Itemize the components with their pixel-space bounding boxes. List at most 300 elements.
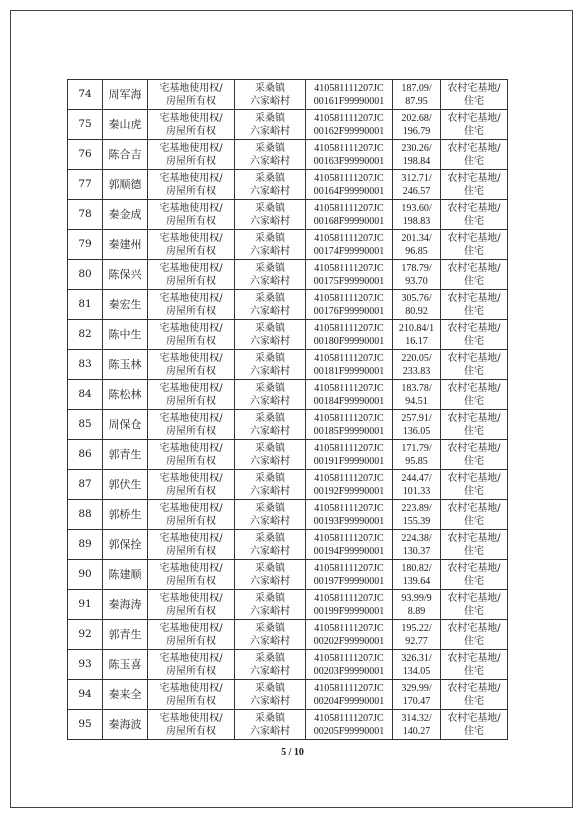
- location-cell-line: 采桑镇: [255, 562, 285, 574]
- table-row: [68, 410, 508, 440]
- area-cell-line: 180.82/: [401, 562, 432, 574]
- owner-name-cell: 秦海涛: [103, 590, 148, 620]
- location-cell-line: 采桑镇: [255, 262, 285, 274]
- owner-name-cell: 秦建州: [103, 230, 148, 260]
- right-type-cell-line: 宅基地使用权/: [159, 202, 223, 214]
- area-cell-line: 210.84/1: [398, 322, 435, 334]
- location-cell: [235, 170, 306, 200]
- unit-code-cell-line: 00204F99990001: [313, 695, 385, 707]
- location-cell-line: 六家峪村: [250, 305, 290, 317]
- land-use-cell: [441, 140, 508, 170]
- location-cell-line: 采桑镇: [255, 592, 285, 604]
- unit-code-cell-line: 410581111207JC: [314, 172, 384, 184]
- right-type-cell: [148, 200, 235, 230]
- land-use-cell-line: 农村宅基地/: [447, 82, 501, 94]
- unit-code-cell-line: 410581111207JC: [314, 292, 384, 304]
- unit-code-cell-line: 00176F99990001: [313, 305, 385, 317]
- unit-code-cell-line: 410581111207JC: [314, 142, 384, 154]
- row-number-cell: 79: [68, 230, 103, 260]
- right-type-cell-line: 宅基地使用权/: [159, 82, 223, 94]
- right-type-cell: [148, 530, 235, 560]
- location-cell-line: 六家峪村: [250, 425, 290, 437]
- right-type-cell-line: 房屋所有权: [166, 395, 216, 407]
- location-cell: [235, 260, 306, 290]
- unit-code-cell: [306, 80, 393, 110]
- right-type-cell-line: 宅基地使用权/: [159, 262, 223, 274]
- land-use-cell: [441, 590, 508, 620]
- area-cell-line: 136.05: [402, 425, 431, 437]
- right-type-cell-line: 宅基地使用权/: [159, 412, 223, 424]
- right-type-cell-line: 房屋所有权: [166, 485, 216, 497]
- unit-code-cell-line: 00193F99990001: [313, 515, 385, 527]
- table-row: [68, 80, 508, 110]
- land-use-cell-line: 住宅: [464, 575, 484, 587]
- owner-name-cell: 陈玉喜: [103, 650, 148, 680]
- location-cell: [235, 380, 306, 410]
- area-cell-line: 329.99/: [401, 682, 432, 694]
- unit-code-cell-line: 410581111207JC: [314, 82, 384, 94]
- land-use-cell-line: 农村宅基地/: [447, 652, 501, 664]
- area-cell-line: 171.79/: [401, 442, 432, 454]
- right-type-cell-line: 房屋所有权: [166, 125, 216, 137]
- owner-name-cell: 郭桥生: [103, 500, 148, 530]
- area-cell-line: 130.37: [402, 545, 431, 557]
- right-type-cell-line: 房屋所有权: [166, 545, 216, 557]
- unit-code-cell-line: 00192F99990001: [313, 485, 385, 497]
- land-use-cell-line: 住宅: [464, 695, 484, 707]
- land-use-cell-line: 住宅: [464, 365, 484, 377]
- right-type-cell-line: 房屋所有权: [166, 635, 216, 647]
- right-type-cell-line: 房屋所有权: [166, 365, 216, 377]
- right-type-cell-line: 宅基地使用权/: [159, 112, 223, 124]
- land-use-cell: [441, 560, 508, 590]
- land-use-cell-line: 住宅: [464, 125, 484, 137]
- unit-code-cell-line: 00175F99990001: [313, 275, 385, 287]
- unit-code-cell: [306, 290, 393, 320]
- row-number-cell: 90: [68, 560, 103, 590]
- location-cell-line: 六家峪村: [250, 515, 290, 527]
- land-use-cell-line: 农村宅基地/: [447, 202, 501, 214]
- right-type-cell-line: 宅基地使用权/: [159, 472, 223, 484]
- table-row: [68, 260, 508, 290]
- right-type-cell: [148, 440, 235, 470]
- unit-code-cell-line: 00180F99990001: [313, 335, 385, 347]
- location-cell-line: 六家峪村: [250, 575, 290, 587]
- unit-code-cell: [306, 440, 393, 470]
- table-row: [68, 440, 508, 470]
- row-number-cell: 87: [68, 470, 103, 500]
- land-use-cell-line: 住宅: [464, 545, 484, 557]
- area-cell: [393, 710, 441, 740]
- unit-code-cell: [306, 410, 393, 440]
- area-cell-line: 134.05: [402, 665, 431, 677]
- right-type-cell: [148, 500, 235, 530]
- right-type-cell-line: 宅基地使用权/: [159, 592, 223, 604]
- table-row: [68, 590, 508, 620]
- owner-name-cell: 秦来全: [103, 680, 148, 710]
- unit-code-cell-line: 410581111207JC: [314, 682, 384, 694]
- area-cell: [393, 500, 441, 530]
- owner-name-cell: 陈松林: [103, 380, 148, 410]
- land-use-cell: [441, 470, 508, 500]
- location-cell: [235, 500, 306, 530]
- table-row: [68, 110, 508, 140]
- unit-code-cell: [306, 470, 393, 500]
- location-cell: [235, 650, 306, 680]
- right-type-cell: [148, 230, 235, 260]
- area-cell-line: 195.22/: [401, 622, 432, 634]
- row-number-cell: 94: [68, 680, 103, 710]
- right-type-cell-line: 宅基地使用权/: [159, 232, 223, 244]
- land-use-cell: [441, 500, 508, 530]
- unit-code-cell-line: 00181F99990001: [313, 365, 385, 377]
- location-cell-line: 采桑镇: [255, 652, 285, 664]
- owner-name-cell: 郭青生: [103, 440, 148, 470]
- location-cell: [235, 590, 306, 620]
- land-use-cell-line: 住宅: [464, 635, 484, 647]
- land-use-cell-line: 住宅: [464, 395, 484, 407]
- location-cell: [235, 710, 306, 740]
- row-number-cell: 95: [68, 710, 103, 740]
- area-cell: [393, 650, 441, 680]
- land-use-cell: [441, 260, 508, 290]
- location-cell: [235, 80, 306, 110]
- land-use-cell-line: 住宅: [464, 215, 484, 227]
- area-cell-line: 224.38/: [401, 532, 432, 544]
- location-cell-line: 六家峪村: [250, 245, 290, 257]
- unit-code-cell-line: 00184F99990001: [313, 395, 385, 407]
- area-cell: [393, 140, 441, 170]
- unit-code-cell: [306, 620, 393, 650]
- location-cell: [235, 200, 306, 230]
- area-cell: [393, 110, 441, 140]
- location-cell-line: 采桑镇: [255, 202, 285, 214]
- area-cell-line: 94.51: [405, 395, 428, 407]
- unit-code-cell-line: 410581111207JC: [314, 202, 384, 214]
- area-cell-line: 183.78/: [401, 382, 432, 394]
- owner-name-cell: 陈建顺: [103, 560, 148, 590]
- unit-code-cell-line: 410581111207JC: [314, 712, 384, 724]
- owner-name-cell: 郭保拴: [103, 530, 148, 560]
- location-cell-line: 六家峪村: [250, 635, 290, 647]
- location-cell: [235, 320, 306, 350]
- unit-code-cell-line: 410581111207JC: [314, 322, 384, 334]
- location-cell-line: 六家峪村: [250, 455, 290, 467]
- area-cell-line: 223.89/: [401, 502, 432, 514]
- row-number-cell: 77: [68, 170, 103, 200]
- unit-code-cell-line: 410581111207JC: [314, 472, 384, 484]
- right-type-cell-line: 宅基地使用权/: [159, 352, 223, 364]
- right-type-cell: [148, 350, 235, 380]
- unit-code-cell-line: 410581111207JC: [314, 442, 384, 454]
- unit-code-cell-line: 410581111207JC: [314, 532, 384, 544]
- land-use-cell-line: 住宅: [464, 605, 484, 617]
- unit-code-cell-line: 00168F99990001: [313, 215, 385, 227]
- unit-code-cell-line: 410581111207JC: [314, 592, 384, 604]
- right-type-cell-line: 宅基地使用权/: [159, 712, 223, 724]
- land-use-cell-line: 住宅: [464, 305, 484, 317]
- owner-name-cell: 秦海波: [103, 710, 148, 740]
- area-cell: [393, 530, 441, 560]
- location-cell: [235, 110, 306, 140]
- area-cell-line: 220.05/: [401, 352, 432, 364]
- location-cell: [235, 440, 306, 470]
- right-type-cell: [148, 290, 235, 320]
- right-type-cell-line: 宅基地使用权/: [159, 682, 223, 694]
- land-use-cell-line: 住宅: [464, 95, 484, 107]
- unit-code-cell-line: 410581111207JC: [314, 232, 384, 244]
- right-type-cell-line: 宅基地使用权/: [159, 142, 223, 154]
- row-number-cell: 85: [68, 410, 103, 440]
- area-cell-line: 92.77: [405, 635, 428, 647]
- location-cell-line: 六家峪村: [250, 725, 290, 737]
- row-number-cell: 91: [68, 590, 103, 620]
- right-type-cell-line: 房屋所有权: [166, 155, 216, 167]
- unit-code-cell: [306, 560, 393, 590]
- table-row: [68, 350, 508, 380]
- location-cell-line: 采桑镇: [255, 712, 285, 724]
- table-row: [68, 530, 508, 560]
- unit-code-cell-line: 410581111207JC: [314, 622, 384, 634]
- land-use-cell-line: 住宅: [464, 275, 484, 287]
- location-cell-line: 六家峪村: [250, 545, 290, 557]
- area-cell-line: 198.84: [402, 155, 431, 167]
- area-cell-line: 170.47: [402, 695, 431, 707]
- land-use-cell-line: 农村宅基地/: [447, 412, 501, 424]
- area-cell-line: 101.33: [402, 485, 431, 497]
- owner-name-cell: 陈保兴: [103, 260, 148, 290]
- unit-code-cell-line: 410581111207JC: [314, 112, 384, 124]
- land-use-cell-line: 农村宅基地/: [447, 112, 501, 124]
- land-use-cell: [441, 110, 508, 140]
- land-use-cell: [441, 170, 508, 200]
- location-cell: [235, 290, 306, 320]
- location-cell: [235, 530, 306, 560]
- table-row: [68, 170, 508, 200]
- location-cell: [235, 350, 306, 380]
- area-cell-line: 95.85: [405, 455, 428, 467]
- unit-code-cell: [306, 350, 393, 380]
- right-type-cell: [148, 110, 235, 140]
- owner-name-cell: 陈玉林: [103, 350, 148, 380]
- land-use-cell-line: 农村宅基地/: [447, 262, 501, 274]
- right-type-cell-line: 宅基地使用权/: [159, 172, 223, 184]
- land-use-cell: [441, 350, 508, 380]
- land-use-cell-line: 农村宅基地/: [447, 682, 501, 694]
- location-cell-line: 六家峪村: [250, 395, 290, 407]
- area-cell-line: 187.09/: [401, 82, 432, 94]
- land-use-cell-line: 农村宅基地/: [447, 502, 501, 514]
- land-use-cell: [441, 440, 508, 470]
- row-number-cell: 84: [68, 380, 103, 410]
- unit-code-cell: [306, 590, 393, 620]
- table-row: [68, 500, 508, 530]
- unit-code-cell-line: 00194F99990001: [313, 545, 385, 557]
- owner-name-cell: 秦宏生: [103, 290, 148, 320]
- area-cell-line: 155.39: [402, 515, 431, 527]
- right-type-cell-line: 房屋所有权: [166, 335, 216, 347]
- right-type-cell-line: 宅基地使用权/: [159, 652, 223, 664]
- land-use-cell-line: 农村宅基地/: [447, 382, 501, 394]
- row-number-cell: 80: [68, 260, 103, 290]
- area-cell: [393, 410, 441, 440]
- area-cell-line: 198.83: [402, 215, 431, 227]
- location-cell-line: 采桑镇: [255, 322, 285, 334]
- area-cell: [393, 260, 441, 290]
- table-row: [68, 320, 508, 350]
- right-type-cell: [148, 680, 235, 710]
- area-cell-line: 202.68/: [401, 112, 432, 124]
- right-type-cell: [148, 320, 235, 350]
- right-type-cell-line: 房屋所有权: [166, 305, 216, 317]
- land-use-cell: [441, 230, 508, 260]
- unit-code-cell: [306, 110, 393, 140]
- location-cell: [235, 230, 306, 260]
- area-cell: [393, 620, 441, 650]
- unit-code-cell-line: 00191F99990001: [313, 455, 385, 467]
- area-cell-line: 193.60/: [401, 202, 432, 214]
- unit-code-cell: [306, 320, 393, 350]
- unit-code-cell: [306, 260, 393, 290]
- area-cell-line: 257.91/: [401, 412, 432, 424]
- table-row: [68, 680, 508, 710]
- unit-code-cell: [306, 680, 393, 710]
- right-type-cell: [148, 410, 235, 440]
- area-cell: [393, 440, 441, 470]
- unit-code-cell-line: 00197F99990001: [313, 575, 385, 587]
- area-cell-line: 16.17: [405, 335, 428, 347]
- table-row: [68, 650, 508, 680]
- location-cell-line: 采桑镇: [255, 112, 285, 124]
- right-type-cell-line: 宅基地使用权/: [159, 382, 223, 394]
- land-use-cell-line: 农村宅基地/: [447, 322, 501, 334]
- area-cell-line: 93.70: [405, 275, 428, 287]
- row-number-cell: 83: [68, 350, 103, 380]
- land-use-cell-line: 农村宅基地/: [447, 532, 501, 544]
- right-type-cell-line: 房屋所有权: [166, 275, 216, 287]
- land-use-cell: [441, 200, 508, 230]
- land-use-cell-line: 住宅: [464, 455, 484, 467]
- area-cell-line: 139.64: [402, 575, 431, 587]
- area-cell-line: 326.31/: [401, 652, 432, 664]
- unit-code-cell-line: 410581111207JC: [314, 382, 384, 394]
- area-cell: [393, 290, 441, 320]
- unit-code-cell: [306, 650, 393, 680]
- table-row: [68, 200, 508, 230]
- location-cell: [235, 410, 306, 440]
- right-type-cell-line: 房屋所有权: [166, 575, 216, 587]
- land-use-cell-line: 农村宅基地/: [447, 472, 501, 484]
- owner-name-cell: 秦山虎: [103, 110, 148, 140]
- location-cell: [235, 140, 306, 170]
- location-cell-line: 六家峪村: [250, 275, 290, 287]
- owner-name-cell: 周保仓: [103, 410, 148, 440]
- location-cell-line: 采桑镇: [255, 142, 285, 154]
- location-cell: [235, 680, 306, 710]
- area-cell-line: 246.57: [402, 185, 431, 197]
- land-use-cell: [441, 710, 508, 740]
- location-cell-line: 采桑镇: [255, 622, 285, 634]
- right-type-cell: [148, 140, 235, 170]
- owner-name-cell: 秦金成: [103, 200, 148, 230]
- unit-code-cell: [306, 200, 393, 230]
- unit-code-cell-line: 00164F99990001: [313, 185, 385, 197]
- area-cell-line: 244.47/: [401, 472, 432, 484]
- area-cell: [393, 200, 441, 230]
- owner-name-cell: 陈合吉: [103, 140, 148, 170]
- location-cell-line: 采桑镇: [255, 172, 285, 184]
- land-use-cell-line: 住宅: [464, 245, 484, 257]
- unit-code-cell: [306, 500, 393, 530]
- owner-name-cell: 郭青生: [103, 620, 148, 650]
- right-type-cell-line: 房屋所有权: [166, 455, 216, 467]
- land-use-cell-line: 农村宅基地/: [447, 712, 501, 724]
- right-type-cell-line: 房屋所有权: [166, 515, 216, 527]
- table-row: [68, 470, 508, 500]
- row-number-cell: 78: [68, 200, 103, 230]
- area-cell-line: 87.95: [405, 95, 428, 107]
- area-cell: [393, 380, 441, 410]
- area-cell: [393, 230, 441, 260]
- unit-code-cell: [306, 140, 393, 170]
- unit-code-cell-line: 00203F99990001: [313, 665, 385, 677]
- table-row: [68, 560, 508, 590]
- land-use-cell-line: 住宅: [464, 665, 484, 677]
- land-use-cell: [441, 380, 508, 410]
- land-use-cell: [441, 80, 508, 110]
- table-row: [68, 380, 508, 410]
- area-cell-line: 140.27: [402, 725, 431, 737]
- row-number-cell: 92: [68, 620, 103, 650]
- unit-code-cell: [306, 380, 393, 410]
- row-number-cell: 74: [68, 80, 103, 110]
- property-register-table: [67, 79, 508, 740]
- land-use-cell: [441, 290, 508, 320]
- right-type-cell-line: 宅基地使用权/: [159, 622, 223, 634]
- location-cell-line: 采桑镇: [255, 292, 285, 304]
- right-type-cell-line: 房屋所有权: [166, 665, 216, 677]
- location-cell-line: 采桑镇: [255, 232, 285, 244]
- register-table-body: [68, 80, 508, 740]
- unit-code-cell-line: 00185F99990001: [313, 425, 385, 437]
- right-type-cell-line: 宅基地使用权/: [159, 322, 223, 334]
- right-type-cell: [148, 560, 235, 590]
- location-cell-line: 六家峪村: [250, 365, 290, 377]
- area-cell-line: 305.76/: [401, 292, 432, 304]
- location-cell-line: 六家峪村: [250, 155, 290, 167]
- area-cell-line: 230.26/: [401, 142, 432, 154]
- right-type-cell: [148, 170, 235, 200]
- area-cell: [393, 560, 441, 590]
- land-use-cell-line: 农村宅基地/: [447, 142, 501, 154]
- area-cell-line: 178.79/: [401, 262, 432, 274]
- area-cell: [393, 170, 441, 200]
- right-type-cell: [148, 590, 235, 620]
- land-use-cell-line: 住宅: [464, 725, 484, 737]
- row-number-cell: 75: [68, 110, 103, 140]
- location-cell: [235, 470, 306, 500]
- right-type-cell-line: 房屋所有权: [166, 245, 216, 257]
- land-use-cell-line: 农村宅基地/: [447, 232, 501, 244]
- unit-code-cell-line: 410581111207JC: [314, 352, 384, 364]
- land-use-cell: [441, 680, 508, 710]
- area-cell: [393, 590, 441, 620]
- row-number-cell: 82: [68, 320, 103, 350]
- row-number-cell: 89: [68, 530, 103, 560]
- right-type-cell: [148, 620, 235, 650]
- unit-code-cell: [306, 530, 393, 560]
- land-use-cell: [441, 410, 508, 440]
